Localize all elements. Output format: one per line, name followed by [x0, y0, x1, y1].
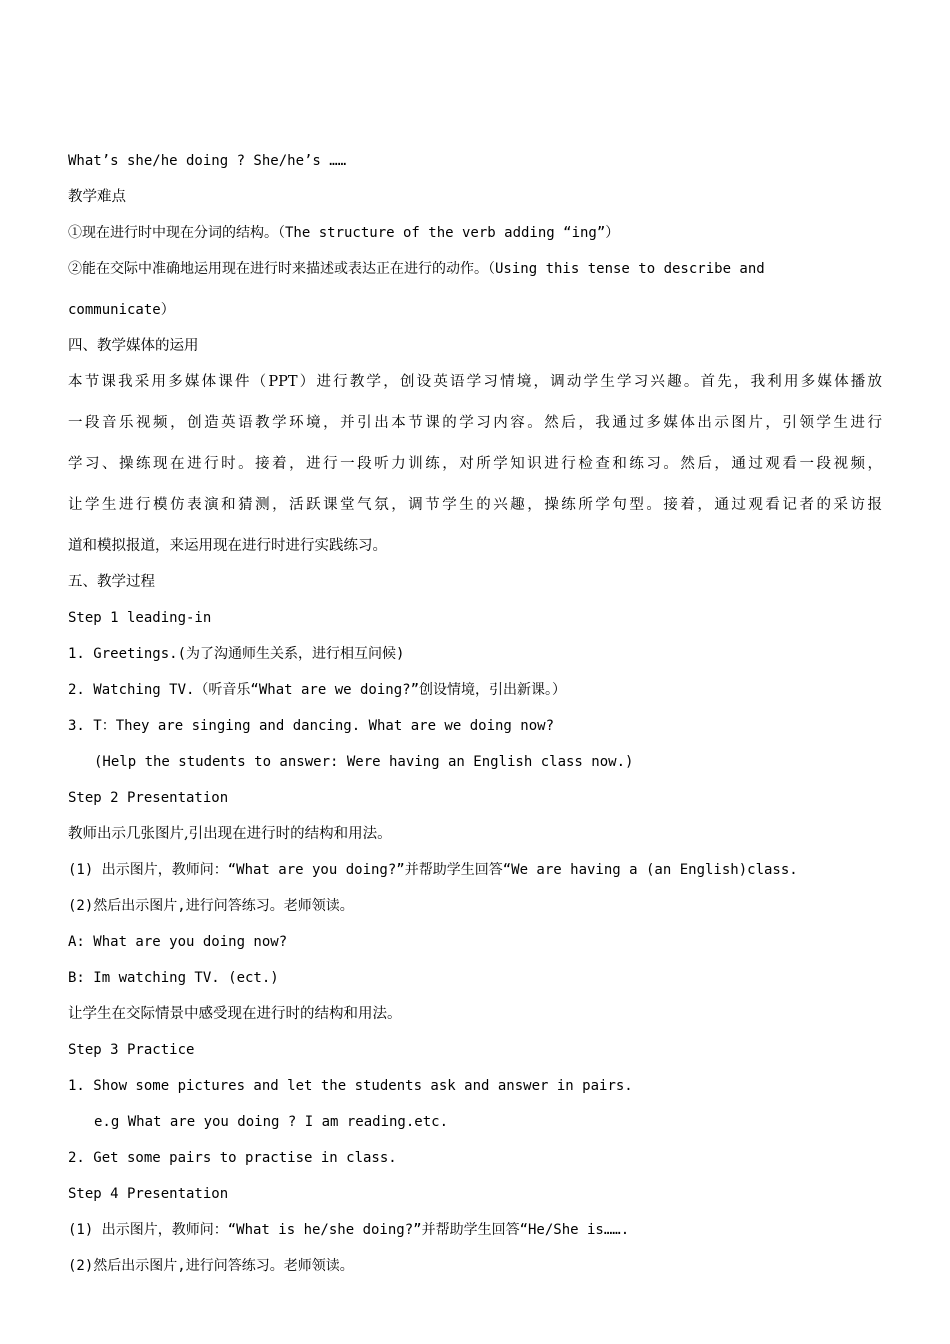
paragraph-line: 学习、操练现在进行时。接着，进行一段听力训练，对所学知识进行检查和练习。然后，通过观看一段视频， [68, 456, 882, 472]
text-line: B: Im watching TV. (ect.) [68, 970, 279, 986]
text-line: (2)然后出示图片,进行问答练习。老师领读。 [68, 1258, 354, 1274]
section-heading: 教学难点 [68, 189, 126, 205]
step-heading: Step 2 Presentation [68, 790, 229, 806]
text-line: (1) 出示图片，教师问：“What is he/she doing?”并帮助学生回答“He/She is……. [68, 1222, 630, 1238]
text-line: ②能在交际中准确地运用现在进行时来描述或表达正在进行的动作。（Using this tense to describe and [68, 261, 765, 277]
text-line: 2. Get some pairs to practise in class. [68, 1150, 397, 1166]
text-line: 3. T：They are singing and dancing. What are we doing now? [68, 718, 555, 734]
text-line: 1. Greetings.(为了沟通师生关系，进行相互问候) [68, 646, 405, 662]
text-line: ①现在进行时中现在分词的结构。（The structure of the verb adding “ing”） [68, 225, 620, 241]
text-line: communicate） [68, 302, 175, 318]
text-line: What’s she/he doing ? She/he’s …… [68, 153, 347, 169]
step-heading: Step 3 Practice [68, 1042, 195, 1058]
section-heading: 五、教学过程 [68, 574, 155, 590]
text-line: (Help the students to answer: Were having an English class now.) [94, 754, 634, 770]
step-heading: Step 1 leading-in [68, 610, 212, 626]
text-line: (2)然后出示图片,进行问答练习。老师领读。 [68, 898, 354, 914]
paragraph-line: 一段音乐视频，创造英语教学环境，并引出本节课的学习内容。然后，我通过多媒体出示图片，引领学生进行 [68, 415, 882, 431]
step-heading: Step 4 Presentation [68, 1186, 229, 1202]
paragraph-line: 让学生进行模仿表演和猜测，活跃课堂气氛，调节学生的兴趣，操练所学句型。接着，通过观看记者的采访报 [68, 497, 882, 513]
text-line: 1. Show some pictures and let the students ask and answer in pairs. [68, 1078, 633, 1094]
text-line: A: What are you doing now? [68, 934, 288, 950]
paragraph-line: 本节课我采用多媒体课件（PPT）进行教学，创设英语学习情境，调动学生学习兴趣。首先，我利用多媒体播放 [68, 374, 882, 390]
text-line: e.g What are you doing ? I am reading.etc. [94, 1114, 449, 1130]
text-line: 2. Watching TV.（听音乐“What are we doing?”创设情境，引出新课。） [68, 682, 567, 698]
section-heading: 四、教学媒体的运用 [68, 338, 199, 354]
text-line: 让学生在交际情景中感受现在进行时的结构和用法。 [68, 1006, 402, 1022]
text-line: (1) 出示图片，教师问：“What are you doing?”并帮助学生回答“We are having a (an English)class. [68, 862, 798, 878]
text-line: 教师出示几张图片,引出现在进行时的结构和用法。 [68, 826, 392, 842]
paragraph-line: 道和模拟报道，来运用现在进行时进行实践练习。 [68, 538, 387, 554]
